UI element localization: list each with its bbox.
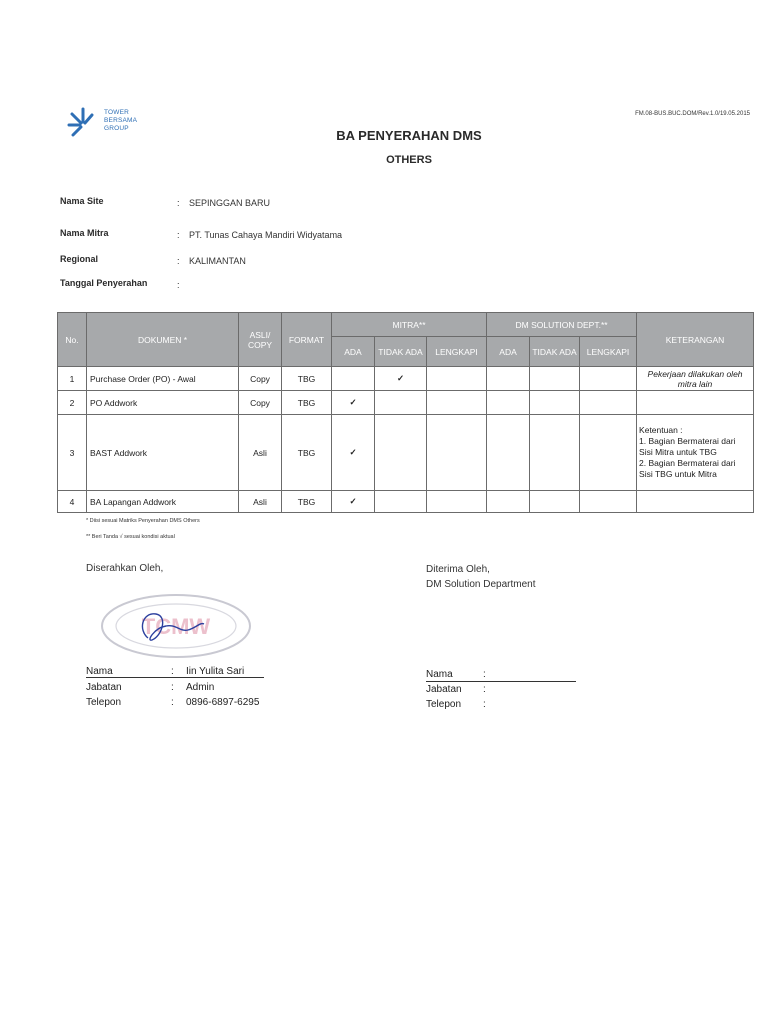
dm-lengkapi-cell — [580, 367, 637, 391]
header-format: FORMAT — [282, 313, 332, 367]
dm-lengkapi-cell — [580, 391, 637, 415]
header-no: No. — [58, 313, 87, 367]
note-line: 2. Bagian Bermaterai dari — [639, 458, 736, 468]
note-line: Sisi Mitra untuk TBG — [639, 447, 717, 457]
header-mitra-lengkapi: LENGKAPI — [427, 337, 487, 367]
mitra-colon: : — [177, 230, 180, 240]
table-row — [58, 367, 754, 391]
dm-tidak-ada-cell — [530, 391, 580, 415]
left-nama-colon: : — [171, 666, 174, 677]
left-jabatan-value: Admin — [186, 682, 215, 693]
header-dm-solution: DM SOLUTION DEPT.** — [487, 313, 637, 337]
row-asli-copy: Asli — [239, 415, 282, 491]
stamp-signature-icon — [96, 590, 256, 662]
header-mitra-tidak-ada: TIDAK ADA — [375, 337, 427, 367]
right-telepon-label: Telepon — [426, 699, 462, 710]
dm-ada-cell — [487, 391, 530, 415]
regional-label: Regional — [60, 254, 99, 264]
stamp-text: TCMW — [141, 614, 211, 639]
dm-ada-cell — [487, 367, 530, 391]
form-code: FM.08-BUS.BUC.DOM/Rev.1.0/19.05.2015 — [635, 111, 750, 117]
mitra-tidak-ada-cell — [375, 491, 427, 513]
site-colon: : — [177, 198, 180, 208]
row-format: TBG — [282, 391, 332, 415]
company-stamp — [96, 590, 256, 662]
left-jabatan-colon: : — [171, 682, 174, 693]
row-keterangan — [637, 391, 754, 415]
diterima-heading: Diterima Oleh, — [426, 564, 490, 575]
row-keterangan-handwritten: Pekerjaan dilakukan oleh mitra lain — [637, 367, 754, 391]
mitra-lengkapi-cell — [427, 491, 487, 513]
dm-tidak-ada-cell — [530, 367, 580, 391]
mitra-ada-check: ✓ — [332, 415, 375, 491]
header-mitra-ada: ADA — [332, 337, 375, 367]
tanggal-label: Tanggal Penyerahan — [60, 278, 148, 288]
header-mitra: MITRA** — [332, 313, 487, 337]
footnote-2: ** Beri Tanda √ sesuai kondisi aktual — [86, 534, 175, 540]
left-telepon-label: Telepon — [86, 697, 122, 708]
mitra-ada-check: ✓ — [332, 491, 375, 513]
dm-ada-cell — [487, 415, 530, 491]
dm-ada-cell — [487, 491, 530, 513]
signature-line — [86, 677, 264, 678]
right-telepon-colon: : — [483, 699, 486, 710]
left-telepon-value: 0896-6897-6295 — [186, 697, 260, 708]
row-no: 1 — [58, 367, 87, 391]
diterima-department: DM Solution Department — [426, 579, 536, 590]
tanggal-colon: : — [177, 280, 180, 290]
row-keterangan — [637, 491, 754, 513]
signature-line — [426, 681, 576, 682]
row-asli-copy: Copy — [239, 367, 282, 391]
dm-tidak-ada-cell — [530, 415, 580, 491]
table-row — [58, 391, 754, 415]
row-format: TBG — [282, 491, 332, 513]
row-no: 2 — [58, 391, 87, 415]
mitra-lengkapi-cell — [427, 391, 487, 415]
note-line: Sisi TBG untuk Mitra — [639, 469, 717, 479]
document-subtitle: OTHERS — [386, 154, 432, 166]
table-row — [58, 415, 754, 491]
right-nama-colon: : — [483, 669, 486, 680]
footnote-1: * Diisi sesuai Matriks Penyerahan DMS Others — [86, 518, 200, 524]
table-row — [58, 491, 754, 513]
logo-line-1: TOWER — [104, 109, 130, 116]
row-asli-copy: Asli — [239, 491, 282, 513]
mitra-tidak-ada-check: ✓ — [375, 367, 427, 391]
right-nama-label: Nama — [426, 669, 453, 680]
row-format: TBG — [282, 415, 332, 491]
header-dm-ada: ADA — [487, 337, 530, 367]
right-jabatan-label: Jabatan — [426, 684, 462, 695]
mitra-tidak-ada-cell — [375, 415, 427, 491]
header-dm-lengkapi: LENGKAPI — [580, 337, 637, 367]
mitra-ada-check: ✓ — [332, 391, 375, 415]
mitra-lengkapi-cell — [427, 367, 487, 391]
header-keterangan: KETERANGAN — [637, 313, 754, 367]
regional-value: KALIMANTAN — [189, 256, 246, 266]
note-line: 1. Bagian Bermaterai dari — [639, 436, 736, 446]
left-telepon-colon: : — [171, 697, 174, 708]
right-jabatan-colon: : — [483, 684, 486, 695]
row-dokumen: PO Addwork — [87, 391, 239, 415]
row-no: 4 — [58, 491, 87, 513]
left-jabatan-label: Jabatan — [86, 682, 122, 693]
left-nama-label: Nama — [86, 666, 113, 677]
diserahkan-heading: Diserahkan Oleh, — [86, 563, 164, 574]
row-keterangan-notes — [637, 415, 754, 491]
mitra-value: PT. Tunas Cahaya Mandiri Widyatama — [189, 230, 343, 240]
logo-line-2: BERSAMA — [104, 117, 138, 124]
row-asli-copy: Copy — [239, 391, 282, 415]
row-no: 3 — [58, 415, 87, 491]
dm-tidak-ada-cell — [530, 491, 580, 513]
document-title: BA PENYERAHAN DMS — [336, 128, 482, 143]
mitra-lengkapi-cell — [427, 415, 487, 491]
dm-lengkapi-cell — [580, 415, 637, 491]
regional-colon: : — [177, 256, 180, 266]
site-label: Nama Site — [60, 196, 104, 206]
row-dokumen: Purchase Order (PO) - Awal — [87, 367, 239, 391]
header-dm-tidak-ada: TIDAK ADA — [530, 337, 580, 367]
row-dokumen: BAST Addwork — [87, 415, 239, 491]
site-value: SEPINGGAN BARU — [189, 198, 271, 208]
note-line: Ketentuan : — [639, 425, 683, 435]
mitra-tidak-ada-cell — [375, 391, 427, 415]
dm-lengkapi-cell — [580, 491, 637, 513]
logo-line-3: GROUP — [104, 125, 129, 132]
header-dokumen: DOKUMEN * — [87, 313, 239, 367]
row-dokumen: BA Lapangan Addwork — [87, 491, 239, 513]
mitra-ada-cell — [332, 367, 375, 391]
document-table — [57, 312, 754, 513]
row-format: TBG — [282, 367, 332, 391]
mitra-label: Nama Mitra — [60, 228, 109, 238]
left-nama-value: Iin Yulita Sari — [186, 666, 245, 677]
header-asli-copy: ASLI/ COPY — [239, 313, 282, 367]
